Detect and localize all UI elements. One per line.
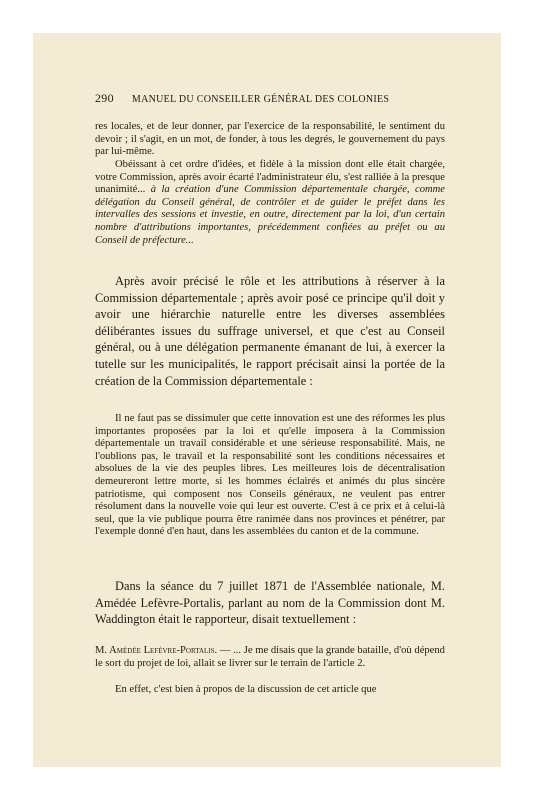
- paragraph-6: [95, 645, 445, 670]
- book-page: [33, 33, 501, 767]
- paragraph-6-text: — ... Je me disais que la grande bataille, d'où dépend le sort du projet de loi, allait se livrer sur le terrain de l'article 2.: [95, 645, 445, 669]
- page-number: 290: [95, 91, 114, 105]
- page-header: [95, 91, 445, 106]
- paragraph-2: [95, 159, 445, 247]
- running-title: MANUEL DU CONSEILLER GÉNÉRAL DES COLONIES: [131, 94, 390, 105]
- speaker-name: M. Amédée Lefèvre-Portalis.: [95, 645, 218, 656]
- paragraph-5: Dans la séance du 7 juillet 1871 de l'Assemblée nationale, M. Amédée Lefèvre-Portalis, parlant au nom de la Commission dont M. Waddington était le rapporteur, disait textuellement :: [95, 579, 445, 627]
- paragraph-1: res locales, et de leur donner, par l'exercice de la responsabilité, le sentiment du devoir ; il s'agit, en un mot, de fonder, à tous les degrés, le gouvernement du pays par lui-même.: [95, 121, 445, 158]
- paragraph-7: En effet, c'est bien à propos de la discussion de cet article que: [115, 684, 377, 695]
- paragraph-4: Il ne faut pas se dissimuler que cette innovation est une des réformes les plus importantes proposées par la loi et qu'elle imposera à la Commission départementale un travail considérable et une sérieuse responsabilité. Mais, ne l'oublions pas, le travail et la responsabilité sont les conditions nécessaires et absolues de la vie des peuples libres. Les meilleures lois de décentralisation demeureront lettre morte, si les hommes éclairés et animés du plus sincère patriotisme, qui composent nos Conseils généraux, ne veulent pas entrer résolument dans la nouvelle voie qui leur est ouverte. C'est à ce prix et à celui-là seul, que la vie publique pourra être ranimée dans nos provinces et pénétrer, par l'exemple donné d'en haut, dans les assemblées du canton et de la commune.: [95, 413, 445, 538]
- paragraph-2-text: Obéissant à cet ordre d'idées, et fidèle à la mission dont elle était chargée, votre Commission, après avoir écarté l'administrateur élu, s'est ralliée à la presque unanimité...: [95, 159, 445, 196]
- paragraph-2-italic: à la création d'une Commission départementale chargée, comme délégation du Conseil général, de contrôler et de guider le préfet dans les intervalles des sessions et investie, en outre, directement par la loi, d'un certain nombre d'attributions importantes, précédemment confiées au préfet ou au Conseil de préfecture...: [95, 184, 445, 246]
- paragraph-3: Après avoir précisé le rôle et les attributions à réserver à la Commission départementale ; après avoir posé ce principe qu'il doit y avoir une hiérarchie naturelle entre les diverses assemblées délibérantes issues du suffrage universel, et que c'est au Conseil général, ou à une délégation permanente émanant de lui, à exercer la tutelle sur les municipalités, le rapport précisait ainsi la portée de la création de la Commission départementale :: [95, 274, 445, 388]
